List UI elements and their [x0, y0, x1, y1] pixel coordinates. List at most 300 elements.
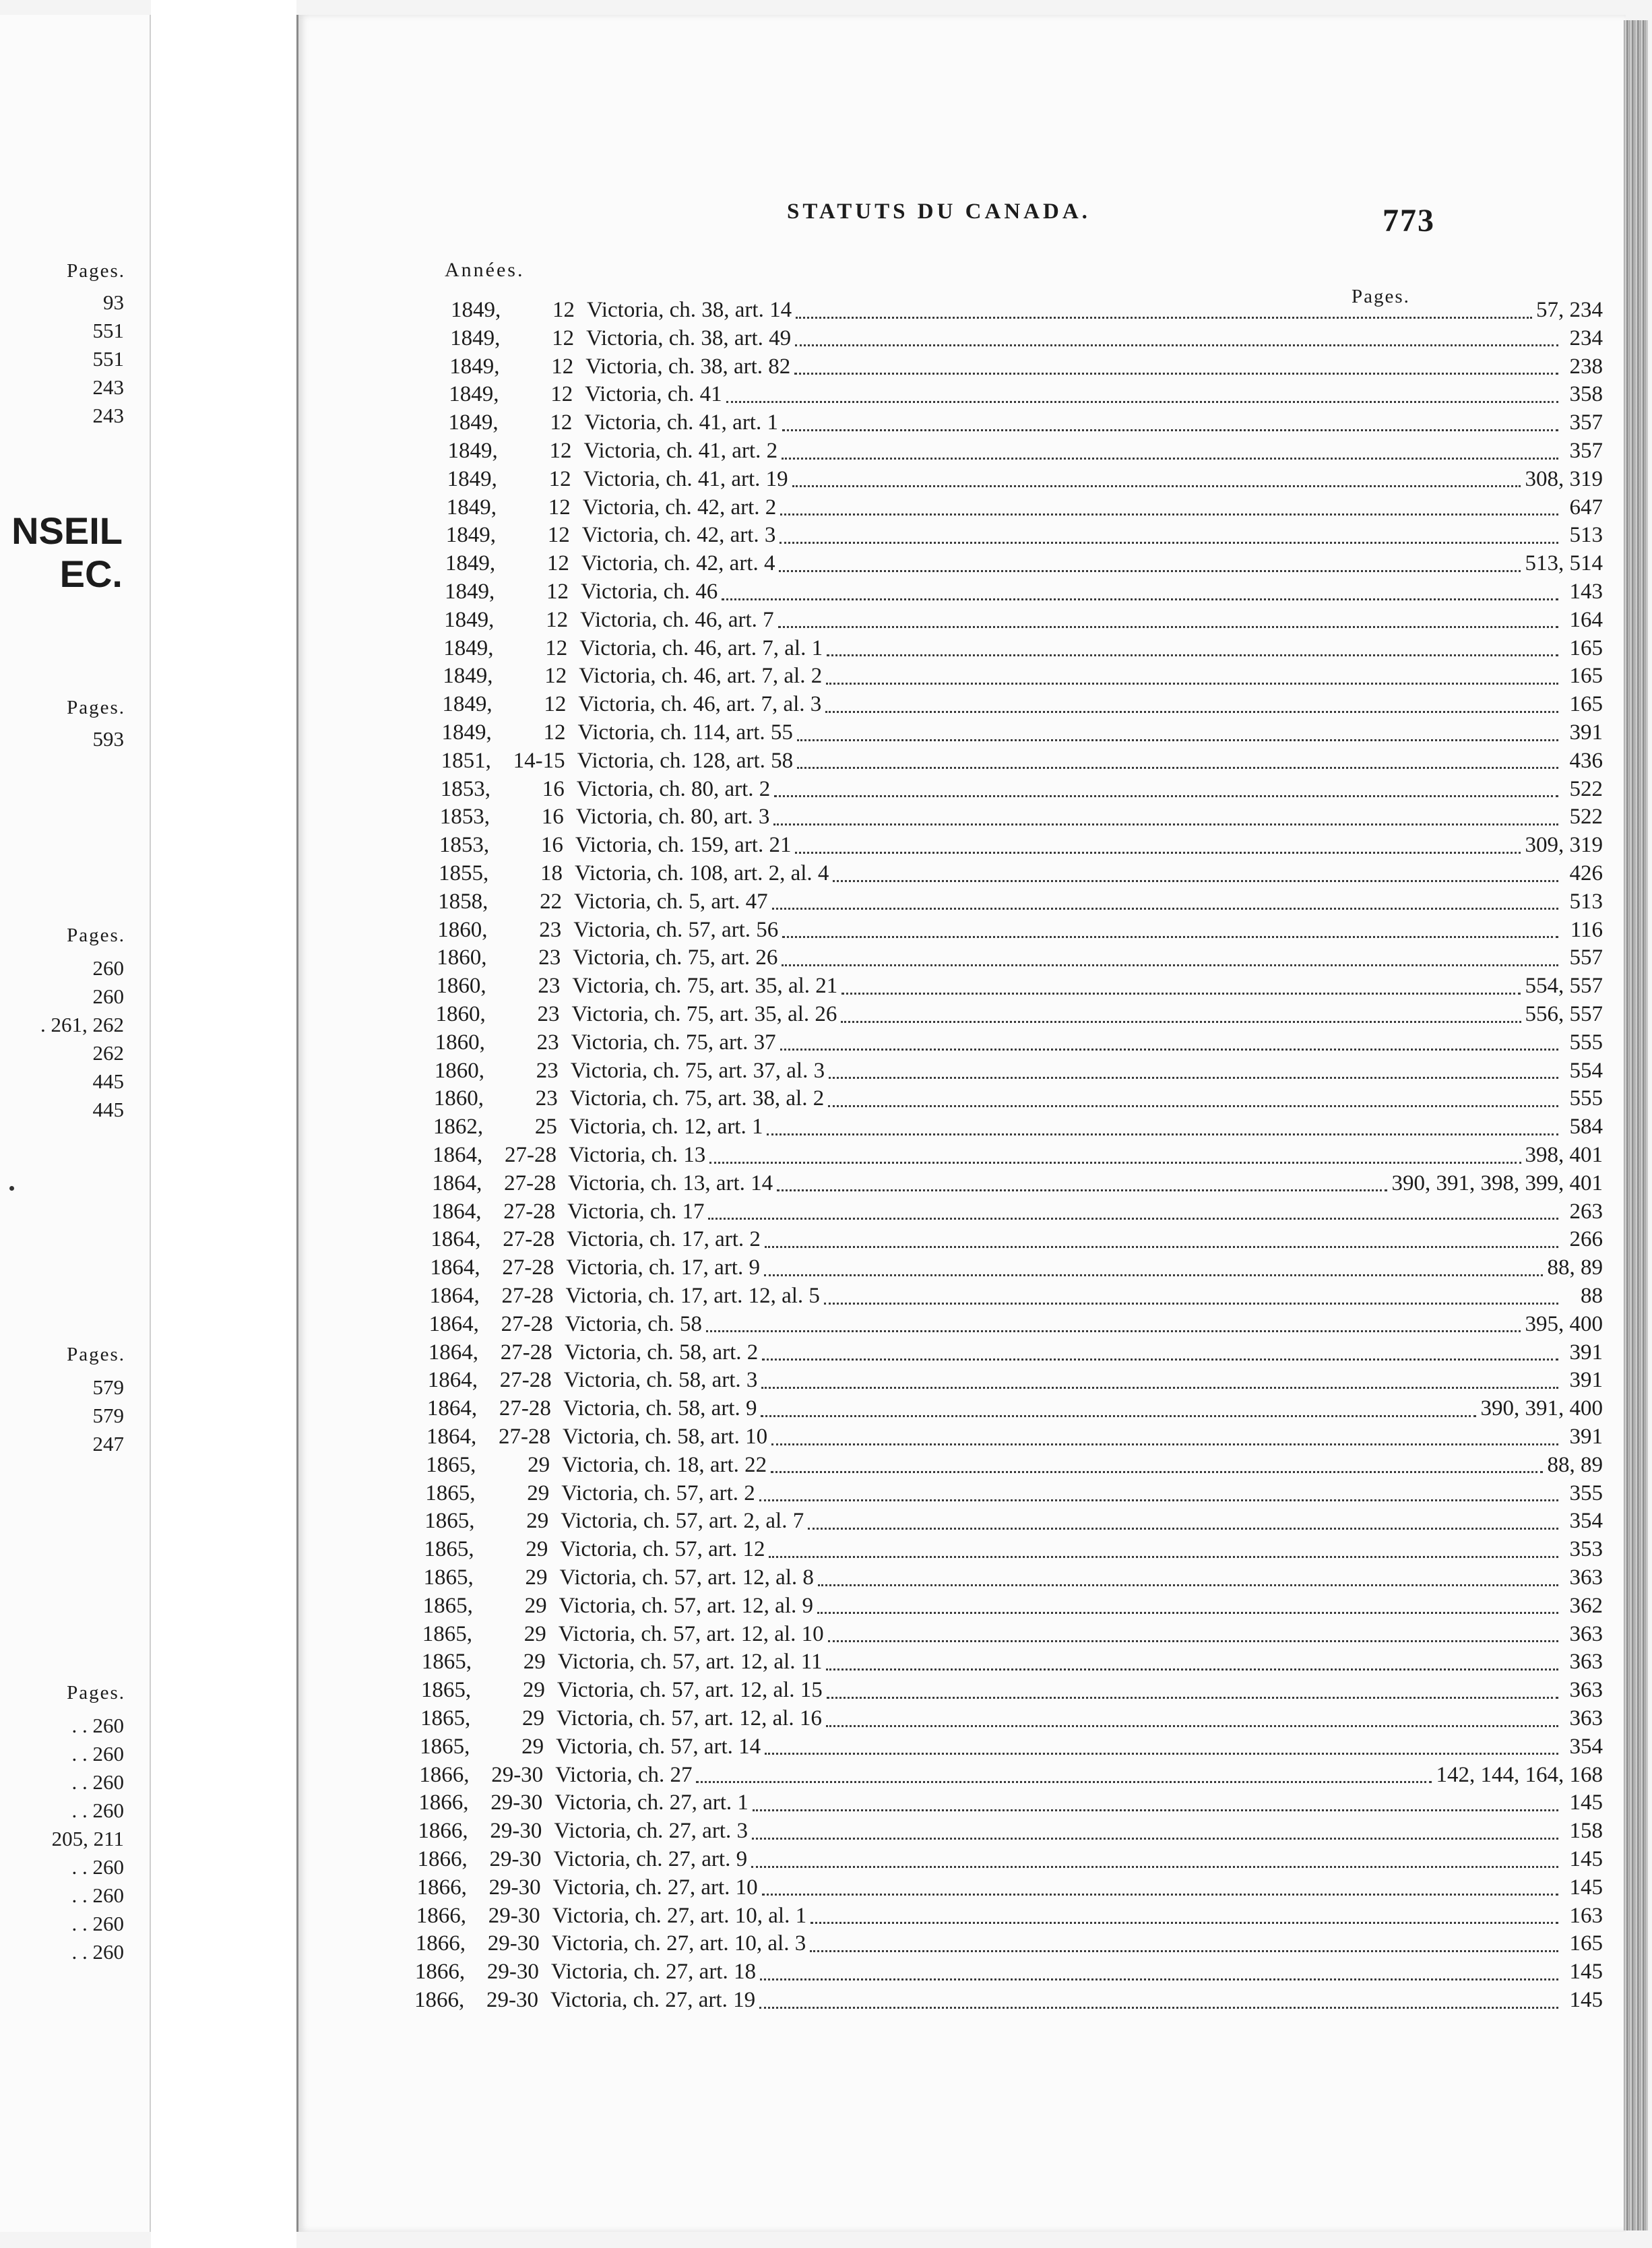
- entry-pages: 522: [1569, 776, 1603, 801]
- entry-regnal-year: 18: [540, 861, 563, 885]
- entry-year: 1860,: [435, 1002, 486, 1026]
- entry-act: Victoria, ch. 17: [567, 1199, 705, 1224]
- index-entry: [424, 1564, 1603, 1591]
- entry-year: 1865,: [420, 1706, 471, 1730]
- entry-pages: 88, 89: [1547, 1452, 1603, 1477]
- entry-act: Victoria, ch. 27, art. 19: [550, 1988, 756, 2012]
- entry-pages: 57, 234: [1536, 298, 1603, 322]
- entry-regnal-year: 29: [522, 1706, 544, 1730]
- index-entry: [420, 1705, 1603, 1732]
- entry-year: 1849,: [443, 664, 493, 689]
- entry-pages: 163: [1569, 1903, 1603, 1928]
- index-entry: [420, 1733, 1603, 1760]
- dot-leader: [765, 1738, 1558, 1755]
- index-entry: [431, 1198, 1603, 1225]
- entry-regnal-year: 29-30: [491, 1762, 544, 1787]
- entry-act: Victoria, ch. 17, art. 12, al. 5: [565, 1284, 820, 1308]
- dot-leader: [777, 1175, 1387, 1191]
- dot-leader: [780, 527, 1558, 544]
- entry-year: 1866,: [418, 1790, 469, 1815]
- entry-act: Victoria, ch. 114, art. 55: [577, 720, 793, 745]
- index-entry: [418, 1846, 1603, 1873]
- entry-year: 1849,: [448, 410, 499, 435]
- dot-leader: [811, 1907, 1558, 1924]
- index-entry: [445, 578, 1603, 605]
- entry-act: Victoria, ch. 75, art. 38, al. 2: [569, 1086, 825, 1111]
- entry-act: Victoria, ch. 17, art. 9: [566, 1255, 760, 1280]
- entry-regnal-year: 12: [552, 298, 575, 322]
- entry-year: 1864,: [427, 1368, 478, 1393]
- dot-leader: [722, 584, 1558, 600]
- dot-leader: [829, 1062, 1558, 1079]
- page-ref: 243: [92, 375, 124, 399]
- entry-regnal-year: 29: [523, 1650, 546, 1675]
- entry-pages: 355: [1569, 1480, 1603, 1505]
- index-entry: [422, 1621, 1603, 1648]
- entry-act: Victoria, ch. 159, art. 21: [575, 833, 792, 858]
- entry-act: Victoria, ch. 57, art. 12, al. 9: [559, 1593, 813, 1618]
- page-ref: . . 260: [71, 1855, 124, 1879]
- entry-year: 1864,: [430, 1255, 480, 1280]
- dot-leader: [826, 1710, 1558, 1727]
- entry-year: 1864,: [432, 1170, 482, 1195]
- dot-leader: [762, 1879, 1558, 1896]
- entry-pages: 513: [1569, 889, 1603, 914]
- index-entry: [436, 1001, 1603, 1028]
- entry-act: Victoria, ch. 75, art. 26: [573, 945, 778, 970]
- entry-pages: 88: [1581, 1284, 1603, 1308]
- entry-year: 1864,: [433, 1143, 483, 1167]
- index-entry: [437, 916, 1603, 943]
- entry-regnal-year: 27-28: [501, 1284, 554, 1308]
- page-ref: 247: [92, 1432, 124, 1456]
- page-ref: 260: [92, 985, 124, 1008]
- entry-act: Victoria, ch. 41, art. 2: [583, 439, 778, 463]
- page-ref: 445: [92, 1069, 124, 1093]
- entry-pages: 390, 391, 400: [1480, 1396, 1603, 1421]
- entry-act: Victoria, ch. 13: [569, 1143, 706, 1167]
- index-entry: [427, 1395, 1603, 1422]
- index-entry: [435, 1029, 1603, 1056]
- entry-year: 1851,: [441, 748, 491, 773]
- entry-regnal-year: 27-28: [503, 1199, 556, 1224]
- dot-leader: [764, 1259, 1544, 1276]
- entry-act: Victoria, ch. 12, art. 1: [569, 1115, 763, 1139]
- entry-year: 1849,: [445, 580, 495, 604]
- entry-regnal-year: 12: [546, 607, 569, 632]
- entry-regnal-year: 12: [547, 523, 570, 548]
- entry-pages: 145: [1569, 1875, 1603, 1900]
- entry-year: 1866,: [419, 1762, 470, 1787]
- dot-leader: [774, 780, 1558, 797]
- entry-act: Victoria, ch. 57, art. 56: [573, 917, 779, 942]
- dot-leader: [765, 1231, 1558, 1248]
- entry-year: 1865,: [425, 1480, 476, 1505]
- page-ref: 243: [92, 404, 124, 427]
- entry-year: 1855,: [439, 861, 489, 885]
- dot-leader: [795, 330, 1558, 346]
- entry-pages: 234: [1569, 325, 1603, 350]
- dot-leader: [797, 724, 1558, 741]
- section-title-fragment: EC.: [59, 553, 123, 595]
- dot-leader: [817, 1597, 1558, 1614]
- index-entry: [450, 325, 1603, 352]
- entry-year: 1866,: [416, 1903, 466, 1928]
- entry-act: Victoria, ch. 58: [565, 1311, 702, 1336]
- dot-leader: [779, 555, 1521, 572]
- entry-pages: 158: [1569, 1819, 1603, 1844]
- entry-year: 1865,: [420, 1678, 472, 1703]
- entry-act: Victoria, ch. 46, art. 7, al. 3: [578, 692, 822, 717]
- entry-year: 1849,: [447, 439, 498, 463]
- entry-year: 1866,: [415, 1931, 466, 1956]
- entry-regnal-year: 23: [537, 1002, 560, 1026]
- entry-pages: 353: [1569, 1537, 1603, 1562]
- dot-leader: [780, 1034, 1558, 1051]
- entry-pages: 555: [1569, 1086, 1603, 1111]
- entry-regnal-year: 29: [525, 1565, 548, 1590]
- entry-year: 1860,: [437, 917, 488, 942]
- dot-leader: [751, 1851, 1558, 1868]
- entry-regnal-year: 12: [550, 382, 573, 407]
- index-entry: [438, 888, 1603, 915]
- index-entry: [423, 1592, 1603, 1619]
- entry-year: 1849,: [444, 607, 495, 632]
- entry-year: 1865,: [420, 1734, 470, 1759]
- entry-pages: 363: [1569, 1621, 1603, 1646]
- entry-regnal-year: 27-28: [499, 1425, 550, 1449]
- dot-leader: [752, 1823, 1558, 1840]
- dot-leader: [706, 1315, 1521, 1332]
- entry-regnal-year: 29: [526, 1509, 549, 1534]
- entry-act: Victoria, ch. 41, art. 1: [584, 410, 778, 435]
- entry-pages: 395, 400: [1525, 1311, 1603, 1336]
- dot-leader: [826, 668, 1558, 685]
- entry-act: Victoria, ch. 46, art. 7, al. 1: [579, 635, 823, 660]
- entry-act: Victoria, ch. 41: [585, 382, 722, 407]
- dot-leader: [773, 809, 1558, 825]
- index-entry: [433, 1113, 1603, 1140]
- entry-pages: 358: [1569, 382, 1603, 407]
- dot-leader: [827, 1682, 1558, 1699]
- index-entry: [446, 522, 1603, 549]
- entry-pages: 513: [1569, 523, 1603, 548]
- entry-year: 1865,: [421, 1650, 472, 1675]
- index-entry: [424, 1536, 1603, 1563]
- entry-act: Victoria, ch. 38, art. 49: [586, 325, 792, 350]
- entry-regnal-year: 29: [527, 1480, 550, 1505]
- page-ref: 579: [92, 1375, 124, 1399]
- page-ref: 445: [92, 1098, 124, 1121]
- index-entry: [447, 494, 1603, 521]
- index-entry: [426, 1423, 1603, 1450]
- entry-regnal-year: 29: [524, 1593, 547, 1618]
- dot-leader: [795, 837, 1521, 854]
- entry-regnal-year: 29: [526, 1537, 548, 1562]
- page-ref: . . 260: [71, 1714, 124, 1737]
- entry-act: Victoria, ch. 42, art. 4: [581, 551, 775, 576]
- dot-leader: [782, 921, 1558, 938]
- page-ref: 551: [92, 319, 124, 342]
- entry-regnal-year: 16: [542, 776, 565, 801]
- page-ref: 579: [92, 1404, 124, 1427]
- section-title-fragment: NSEIL: [11, 509, 123, 552]
- index-entry: [416, 1930, 1603, 1957]
- entry-regnal-year: 16: [540, 833, 563, 858]
- page-ref: 551: [92, 347, 124, 371]
- entry-pages: 647: [1569, 495, 1603, 520]
- entry-regnal-year: 29-30: [488, 1875, 541, 1900]
- entry-year: 1849,: [449, 354, 500, 379]
- entry-regnal-year: 23: [538, 974, 561, 999]
- entry-pages: 143: [1569, 580, 1603, 604]
- index-entry: [430, 1254, 1603, 1281]
- entry-pages: 522: [1569, 805, 1603, 830]
- entry-pages: 426: [1569, 861, 1603, 885]
- entry-act: Victoria, ch. 5, art. 47: [574, 889, 768, 914]
- entry-year: 1853,: [440, 776, 490, 801]
- entry-act: Victoria, ch. 38, art. 14: [587, 298, 792, 322]
- entry-act: Victoria, ch. 38, art. 82: [585, 354, 791, 379]
- entry-act: Victoria, ch. 27, art. 9: [553, 1847, 748, 1871]
- entry-year: 1860,: [436, 974, 486, 999]
- entry-regnal-year: 27-28: [503, 1227, 555, 1252]
- entry-pages: 398, 401: [1525, 1143, 1603, 1167]
- entry-act: Victoria, ch. 57, art. 12, al. 15: [557, 1678, 823, 1703]
- entry-pages: 556, 557: [1525, 1002, 1603, 1026]
- entry-pages: 363: [1569, 1706, 1603, 1730]
- entry-act: Victoria, ch. 75, art. 35, al. 21: [572, 974, 838, 999]
- entry-act: Victoria, ch. 57, art. 12, al. 8: [559, 1565, 814, 1590]
- index-entry: [414, 1987, 1603, 2013]
- index-entry: [437, 944, 1603, 971]
- dot-leader: [828, 1090, 1558, 1107]
- index-entry: [440, 803, 1603, 830]
- entry-regnal-year: 12: [545, 635, 568, 660]
- entry-pages: 88, 89: [1547, 1255, 1603, 1280]
- index-entry: [439, 832, 1603, 858]
- entry-regnal-year: 12: [552, 325, 575, 350]
- page-ref: 593: [92, 727, 124, 751]
- entry-year: 1865,: [424, 1537, 474, 1562]
- entry-year: 1853,: [439, 805, 490, 830]
- entry-regnal-year: 27-28: [499, 1396, 551, 1421]
- entry-pages: 165: [1569, 635, 1603, 660]
- index-entry: [442, 691, 1603, 718]
- entry-regnal-year: 29: [522, 1678, 545, 1703]
- entry-year: 1849,: [446, 495, 497, 520]
- entry-year: 1849,: [445, 523, 497, 548]
- entry-year: 1864,: [431, 1199, 482, 1224]
- dot-leader: [780, 499, 1558, 516]
- dot-leader: [771, 1456, 1543, 1473]
- dot-leader: [797, 752, 1558, 769]
- entry-year: 1862,: [433, 1115, 484, 1139]
- entry-year: 1864,: [428, 1311, 479, 1336]
- entry-regnal-year: 23: [536, 1058, 559, 1083]
- entry-year: 1849,: [451, 298, 501, 322]
- entry-year: 1849,: [447, 466, 497, 491]
- entry-act: Victoria, ch. 58, art. 10: [563, 1425, 768, 1449]
- entry-regnal-year: 12: [549, 439, 572, 463]
- entry-act: Victoria, ch. 27, art. 1: [554, 1790, 749, 1815]
- page-ref: . . 260: [71, 1883, 124, 1907]
- entry-regnal-year: 23: [539, 917, 562, 942]
- dot-leader: [761, 1372, 1558, 1389]
- entry-act: Victoria, ch. 13, art. 14: [568, 1170, 773, 1195]
- page-ref: . . 260: [71, 1770, 124, 1794]
- entry-regnal-year: 22: [540, 889, 563, 914]
- pages-header: Pages.: [67, 260, 125, 282]
- dot-leader: [782, 443, 1558, 460]
- entry-regnal-year: 23: [538, 945, 561, 970]
- dot-leader: [841, 978, 1521, 995]
- entry-pages: 145: [1569, 1988, 1603, 2012]
- entry-year: 1849,: [441, 720, 492, 745]
- entry-regnal-year: 27-28: [505, 1143, 557, 1167]
- entry-year: 1864,: [429, 1284, 480, 1308]
- pages-header: Pages.: [67, 1682, 125, 1704]
- dot-leader: [708, 1203, 1558, 1220]
- index-entry: [448, 437, 1603, 464]
- entry-pages: 362: [1569, 1593, 1603, 1618]
- entry-pages: 165: [1569, 664, 1603, 689]
- page-number: 773: [1383, 203, 1435, 239]
- dot-leader: [833, 865, 1558, 882]
- entry-regnal-year: 12: [551, 354, 574, 379]
- index-entry: [430, 1282, 1603, 1309]
- entry-regnal-year: 29-30: [490, 1790, 543, 1815]
- page-ref: 205, 211: [51, 1827, 124, 1850]
- entry-act: Victoria, ch. 58, art. 9: [563, 1396, 757, 1421]
- entry-act: Victoria, ch. 108, art. 2, al. 4: [575, 861, 829, 885]
- index-entry: [451, 296, 1603, 323]
- entry-pages: 584: [1569, 1115, 1603, 1139]
- page-ref: . . 260: [71, 1742, 124, 1766]
- entry-pages: 145: [1569, 1790, 1603, 1815]
- entry-pages: 436: [1569, 748, 1603, 773]
- pages-column-header: Pages.: [1352, 286, 1410, 307]
- entry-year: 1866,: [416, 1875, 467, 1900]
- pages-header: Pages.: [67, 925, 125, 946]
- entry-regnal-year: 12: [550, 410, 573, 435]
- entry-regnal-year: 23: [535, 1086, 558, 1111]
- entry-act: Victoria, ch. 27, art. 10: [552, 1875, 758, 1900]
- index-entry: [436, 972, 1603, 999]
- dot-leader: [726, 386, 1558, 403]
- dot-leader: [825, 696, 1558, 713]
- dot-leader: [761, 1400, 1476, 1417]
- entry-year: 1865,: [424, 1509, 475, 1534]
- index-entry: [447, 466, 1603, 493]
- entry-pages: 145: [1569, 1960, 1603, 1985]
- entry-pages: 164: [1569, 607, 1603, 632]
- entry-act: Victoria, ch. 27, art. 3: [554, 1819, 748, 1844]
- entry-regnal-year: 12: [543, 720, 566, 745]
- entry-act: Victoria, ch. 42, art. 2: [582, 495, 777, 520]
- entry-pages: 116: [1570, 917, 1603, 942]
- entry-act: Victoria, ch. 75, art. 37: [571, 1030, 776, 1055]
- dot-leader: [772, 893, 1558, 910]
- index-entry: [429, 1311, 1603, 1338]
- dot-leader: [826, 1654, 1558, 1671]
- entry-pages: 391: [1569, 720, 1603, 745]
- entry-year: 1858,: [438, 889, 488, 914]
- dot-leader: [818, 1569, 1558, 1586]
- entry-regnal-year: 12: [546, 551, 569, 576]
- index-entry: [426, 1451, 1603, 1478]
- index-entry: [443, 635, 1603, 662]
- index-entry: [448, 409, 1603, 436]
- dot-leader: [827, 639, 1558, 656]
- entry-pages: 554: [1569, 1058, 1603, 1083]
- entry-act: Victoria, ch. 18, art. 22: [562, 1452, 767, 1477]
- entry-act: Victoria, ch. 80, art. 3: [575, 805, 770, 830]
- entry-pages: 363: [1569, 1650, 1603, 1675]
- entry-act: Victoria, ch. 57, art. 2, al. 7: [561, 1509, 804, 1534]
- entry-pages: 145: [1569, 1847, 1603, 1871]
- entry-pages: 266: [1569, 1227, 1603, 1252]
- page-ref: 93: [103, 290, 124, 314]
- entry-act: Victoria, ch. 57, art. 12: [560, 1537, 765, 1562]
- index-entry: [428, 1367, 1603, 1394]
- dot-leader: [782, 414, 1558, 431]
- index-entry: [431, 1226, 1603, 1253]
- dot-leader: [824, 1288, 1558, 1305]
- entry-regnal-year: 27-28: [502, 1255, 554, 1280]
- book-gutter: [151, 0, 296, 2248]
- pages-header: Pages.: [67, 1344, 125, 1365]
- entry-year: 1864,: [426, 1425, 477, 1449]
- page-ref: 262: [92, 1041, 124, 1065]
- entry-year: 1864,: [428, 1340, 478, 1365]
- index-entry: [441, 747, 1603, 774]
- page-ref: . . 260: [71, 1799, 124, 1822]
- index-entry: [418, 1789, 1603, 1816]
- entry-year: 1860,: [435, 1030, 485, 1055]
- entry-regnal-year: 12: [548, 466, 571, 491]
- page-ref: . 261, 262: [40, 1013, 124, 1036]
- entry-act: Victoria, ch. 57, art. 2: [561, 1480, 755, 1505]
- index-entry: [416, 1902, 1603, 1929]
- entry-regnal-year: 29-30: [489, 1847, 542, 1871]
- dot-leader: [696, 1766, 1432, 1783]
- entry-year: 1865,: [422, 1593, 473, 1618]
- dot-leader: [753, 1794, 1558, 1811]
- dot-leader: [771, 1429, 1558, 1445]
- entry-act: Victoria, ch. 57, art. 12, al. 11: [557, 1650, 823, 1675]
- dot-leader: [762, 1344, 1558, 1361]
- dot-leader: [810, 1935, 1558, 1952]
- entry-act: Victoria, ch. 42, art. 3: [581, 523, 776, 548]
- page-edges: [1624, 20, 1648, 2230]
- entry-pages: 555: [1569, 1030, 1603, 1055]
- entry-year: 1849,: [449, 382, 499, 407]
- entry-year: 1853,: [439, 833, 490, 858]
- index-entry: [433, 1142, 1603, 1168]
- entry-pages: 308, 319: [1525, 466, 1603, 491]
- entry-regnal-year: 27-28: [499, 1368, 552, 1393]
- entry-pages: 363: [1569, 1678, 1603, 1703]
- entry-regnal-year: 23: [536, 1030, 559, 1055]
- index-entry: [443, 662, 1603, 689]
- entry-year: 1860,: [433, 1086, 484, 1111]
- entry-pages: 554, 557: [1525, 974, 1603, 999]
- entry-pages: 391: [1569, 1368, 1603, 1393]
- entry-act: Victoria, ch. 27: [555, 1762, 693, 1787]
- entry-regnal-year: 29-30: [490, 1819, 542, 1844]
- entry-act: Victoria, ch. 58, art. 2: [564, 1340, 759, 1365]
